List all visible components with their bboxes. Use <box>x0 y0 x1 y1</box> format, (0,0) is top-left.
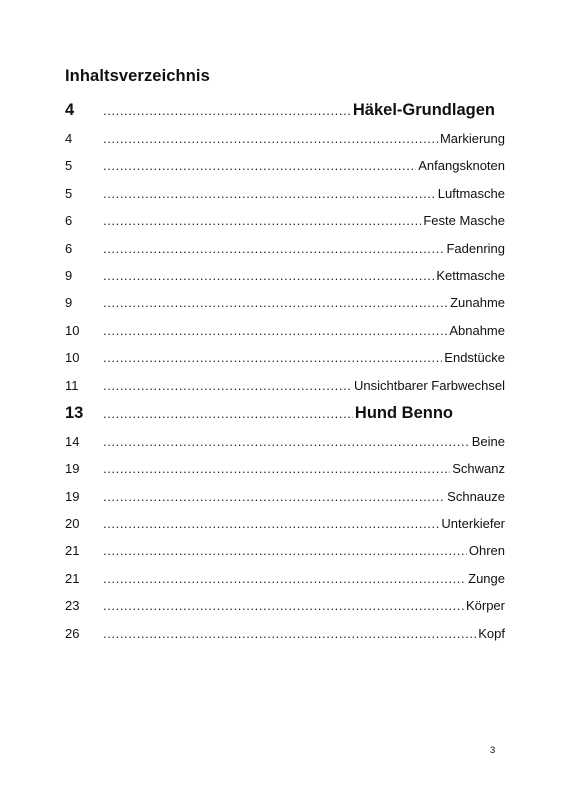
toc-leader-dots <box>103 620 476 647</box>
toc-entry[interactable] <box>65 344 505 371</box>
toc-section-page-number: 4 <box>65 101 75 119</box>
toc-entry-label: Körper <box>465 598 505 614</box>
toc-section-page-number: 13 <box>65 403 84 422</box>
toc-entry-label: Ohren <box>468 543 505 559</box>
toc-entry-page-number: 9 <box>65 267 73 283</box>
toc-leader-dots <box>103 317 447 344</box>
toc-entry-page-number: 5 <box>65 185 73 201</box>
toc-entry[interactable] <box>65 592 505 619</box>
toc-entry-page-number: 19 <box>65 461 80 477</box>
toc-entry-page-number: 19 <box>65 488 80 504</box>
toc-entry-page-number: 6 <box>65 213 73 229</box>
toc-entry-label: Schnauze <box>447 488 505 504</box>
toc-section-hund-benno[interactable] <box>65 399 453 428</box>
toc-entry-label: Kopf <box>478 625 505 641</box>
toc-entry-label: Beine <box>471 433 505 449</box>
toc-leader-dots <box>103 180 436 207</box>
toc-entry-label: Unterkiefer <box>441 516 505 532</box>
toc-entry-page-number: 14 <box>65 433 80 449</box>
toc-leader-dots <box>103 289 448 316</box>
toc-entry-label: Luftmasche <box>437 185 505 201</box>
toc-entry-label: Markierung <box>439 131 505 146</box>
toc-entry-page-number: 26 <box>65 625 80 641</box>
toc-entry-label: Zunge <box>468 570 505 586</box>
toc-entry-page-number: 5 <box>65 158 73 174</box>
toc-leader-dots <box>103 592 464 619</box>
table-of-contents <box>65 96 505 647</box>
toc-entry-page-number: 23 <box>65 598 80 614</box>
toc-section-title: Häkel-Grundlagen <box>352 101 495 119</box>
toc-entry-page-number: 6 <box>65 240 73 256</box>
toc-entry[interactable] <box>65 207 505 234</box>
toc-entry-page-number: 20 <box>65 516 80 532</box>
toc-leader-dots <box>103 399 353 428</box>
toc-entry[interactable] <box>65 262 505 289</box>
toc-entry-label: Endstücke <box>444 350 505 366</box>
toc-leader-dots <box>103 235 444 262</box>
toc-leader-dots <box>103 372 352 399</box>
toc-leader-dots <box>103 565 466 592</box>
toc-leader-dots <box>103 510 439 537</box>
toc-entry-page-number: 10 <box>65 322 80 338</box>
toc-entry[interactable] <box>65 510 505 537</box>
toc-section-title: Hund Benno <box>354 403 453 422</box>
toc-entry[interactable] <box>65 483 505 510</box>
toc-entry[interactable] <box>65 565 505 592</box>
toc-entry[interactable] <box>65 317 505 344</box>
toc-leader-dots <box>103 152 416 179</box>
toc-leader-dots <box>103 125 438 152</box>
toc-entry-label: Abnahme <box>449 322 505 338</box>
toc-leader-dots <box>103 455 450 482</box>
toc-entry-page-number: 21 <box>65 543 80 559</box>
toc-entry-page-number: 4 <box>65 131 73 146</box>
toc-leader-dots <box>103 262 434 289</box>
toc-entry[interactable] <box>65 428 505 455</box>
page-title: Inhaltsverzeichnis <box>65 67 210 85</box>
page-number: 3 <box>490 745 496 756</box>
toc-entry-page-number: 11 <box>65 377 79 393</box>
toc-entry-page-number: 21 <box>65 570 80 586</box>
toc-entry[interactable] <box>65 180 505 207</box>
toc-entry-page-number: 10 <box>65 350 80 366</box>
toc-entry-label: Fadenring <box>446 240 505 256</box>
toc-entry[interactable] <box>65 235 505 262</box>
toc-leader-dots <box>103 96 351 125</box>
toc-entry-label: Schwanz <box>452 461 505 477</box>
toc-section-haekel-grundlagen[interactable] <box>65 96 495 125</box>
toc-entry-page-number: 9 <box>65 295 73 311</box>
toc-entry[interactable] <box>65 152 505 179</box>
toc-entry-label: Anfangsknoten <box>418 158 505 174</box>
toc-entry-label: Feste Masche <box>423 213 505 229</box>
toc-entry-label: Zunahme <box>450 295 505 311</box>
toc-entry-label: Kettmasche <box>436 267 505 283</box>
toc-entry[interactable] <box>65 455 505 482</box>
toc-entry[interactable] <box>65 372 505 399</box>
toc-leader-dots <box>103 537 467 564</box>
toc-leader-dots <box>103 344 442 371</box>
toc-leader-dots <box>103 207 421 234</box>
toc-leader-dots <box>103 483 445 510</box>
toc-entry[interactable] <box>65 289 505 316</box>
toc-entry[interactable] <box>65 537 505 564</box>
toc-entry-label: Unsichtbarer Farbwechsel <box>353 377 505 393</box>
toc-entry[interactable] <box>65 125 505 152</box>
toc-entry[interactable] <box>65 620 505 647</box>
toc-leader-dots <box>103 428 470 455</box>
